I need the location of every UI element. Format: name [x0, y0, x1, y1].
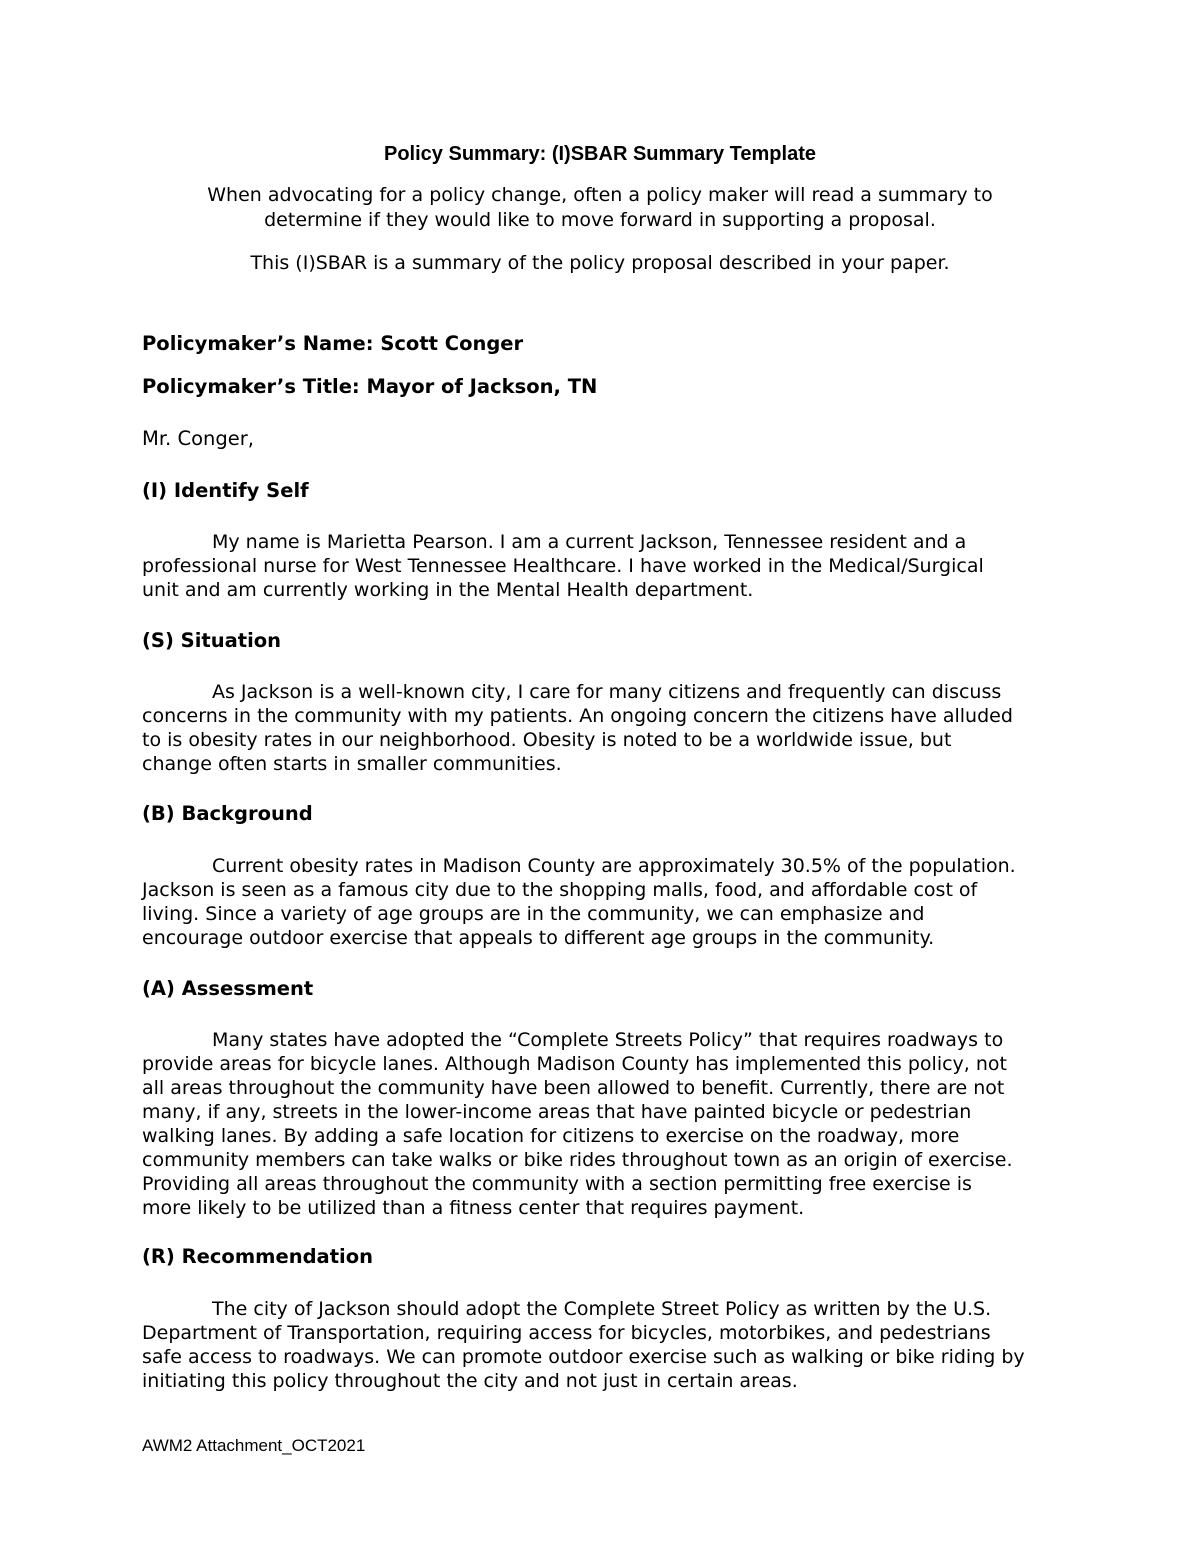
paragraph-line: change often starts in smaller communities. — [142, 753, 562, 775]
paragraph-line: Department of Transportation, requiring access for bicycles, motorbikes, and pedestrians — [142, 1322, 991, 1344]
salutation: Mr. Conger, — [142, 427, 254, 450]
paragraph-line: Providing all areas throughout the community with a section permitting free exercise is — [142, 1173, 972, 1195]
paragraph-line: to is obesity rates in our neighborhood. Obesity is noted to be a worldwide issue, but — [142, 729, 952, 751]
paragraph-line: As Jackson is a well-known city, I care for many citizens and frequently can discuss — [212, 681, 1002, 703]
paragraph-line: Current obesity rates in Madison County are approximately 30.5% of the population. — [212, 855, 1016, 877]
section-heading: (I) Identify Self — [142, 479, 309, 502]
page-footer: AWM2 Attachment_OCT2021 — [142, 1436, 366, 1455]
paragraph-line: encourage outdoor exercise that appeals to different age groups in the community. — [142, 927, 935, 949]
section-heading: (A) Assessment — [142, 977, 314, 1000]
paragraph-line: The city of Jackson should adopt the Complete Street Policy as written by the U.S. — [212, 1298, 992, 1320]
section-heading: (B) Background — [142, 802, 313, 825]
paragraph-line: My name is Marietta Pearson. I am a current Jackson, Tennessee resident and a — [212, 531, 967, 553]
section-paragraph — [142, 680, 1062, 776]
paragraph-line: many, if any, streets in the lower-income areas that have painted bicycle or pedestrian — [142, 1101, 972, 1123]
paragraph-line: community members can take walks or bike rides throughout town as an origin of exercise. — [142, 1149, 1013, 1171]
section-paragraph — [142, 854, 1062, 950]
section-paragraph — [142, 1028, 1062, 1220]
policymaker-name-field — [142, 331, 1062, 357]
policymaker-title-label: Policymaker’s Title: — [142, 375, 367, 398]
intro-line: determine if they would like to move forward in supporting a proposal. — [264, 209, 936, 231]
paragraph-line: more likely to be utilized than a fitness center that requires payment. — [142, 1197, 805, 1219]
section-paragraph — [142, 1297, 1062, 1393]
paragraph-line: Many states have adopted the “Complete Streets Policy” that requires roadways to — [212, 1029, 1004, 1051]
paragraph-line: all areas throughout the community have been allowed to benefit. Currently, there are not — [142, 1077, 1005, 1099]
policymaker-title: Mayor of Jackson, TN — [366, 375, 598, 398]
paragraph-line: unit and am currently working in the Mental Health department. — [142, 579, 754, 601]
paragraph-line: provide areas for bicycle lanes. Although Madison County has implemented this policy, not — [142, 1053, 1008, 1075]
intro-line: When advocating for a policy change, often a policy maker will read a summary to — [207, 184, 993, 206]
policymaker-name-label: Policymaker’s Name: — [142, 332, 381, 355]
paragraph-line: walking lanes. By adding a safe location for citizens to exercise on the roadway, more — [142, 1125, 960, 1147]
document-title: Policy Summary: (I)SBAR Summary Template — [384, 143, 816, 165]
paragraph-line: professional nurse for West Tennessee Healthcare. I have worked in the Medical/Surgical — [142, 555, 984, 577]
policymaker-title-field — [142, 374, 1062, 400]
paragraph-line: Jackson is seen as a famous city due to the shopping malls, food, and affordable cost of — [142, 879, 978, 901]
intro-paragraph — [150, 183, 1050, 233]
policymaker-name: Scott Conger — [380, 332, 524, 355]
paragraph-line: living. Since a variety of age groups are in the community, we can emphasize and — [142, 903, 925, 925]
section-heading: (S) Situation — [142, 629, 282, 652]
section-heading: (R) Recommendation — [142, 1245, 373, 1268]
section-paragraph — [142, 530, 1062, 602]
paragraph-line: safe access to roadways. We can promote outdoor exercise such as walking or bike riding by — [142, 1346, 1025, 1368]
paragraph-line: initiating this policy throughout the city and not just in certain areas. — [142, 1370, 798, 1392]
paragraph-line: concerns in the community with my patients. An ongoing concern the citizens have alluded — [142, 705, 1013, 727]
intro-paragraph-2: This (I)SBAR is a summary of the policy proposal described in your paper. — [250, 252, 950, 274]
